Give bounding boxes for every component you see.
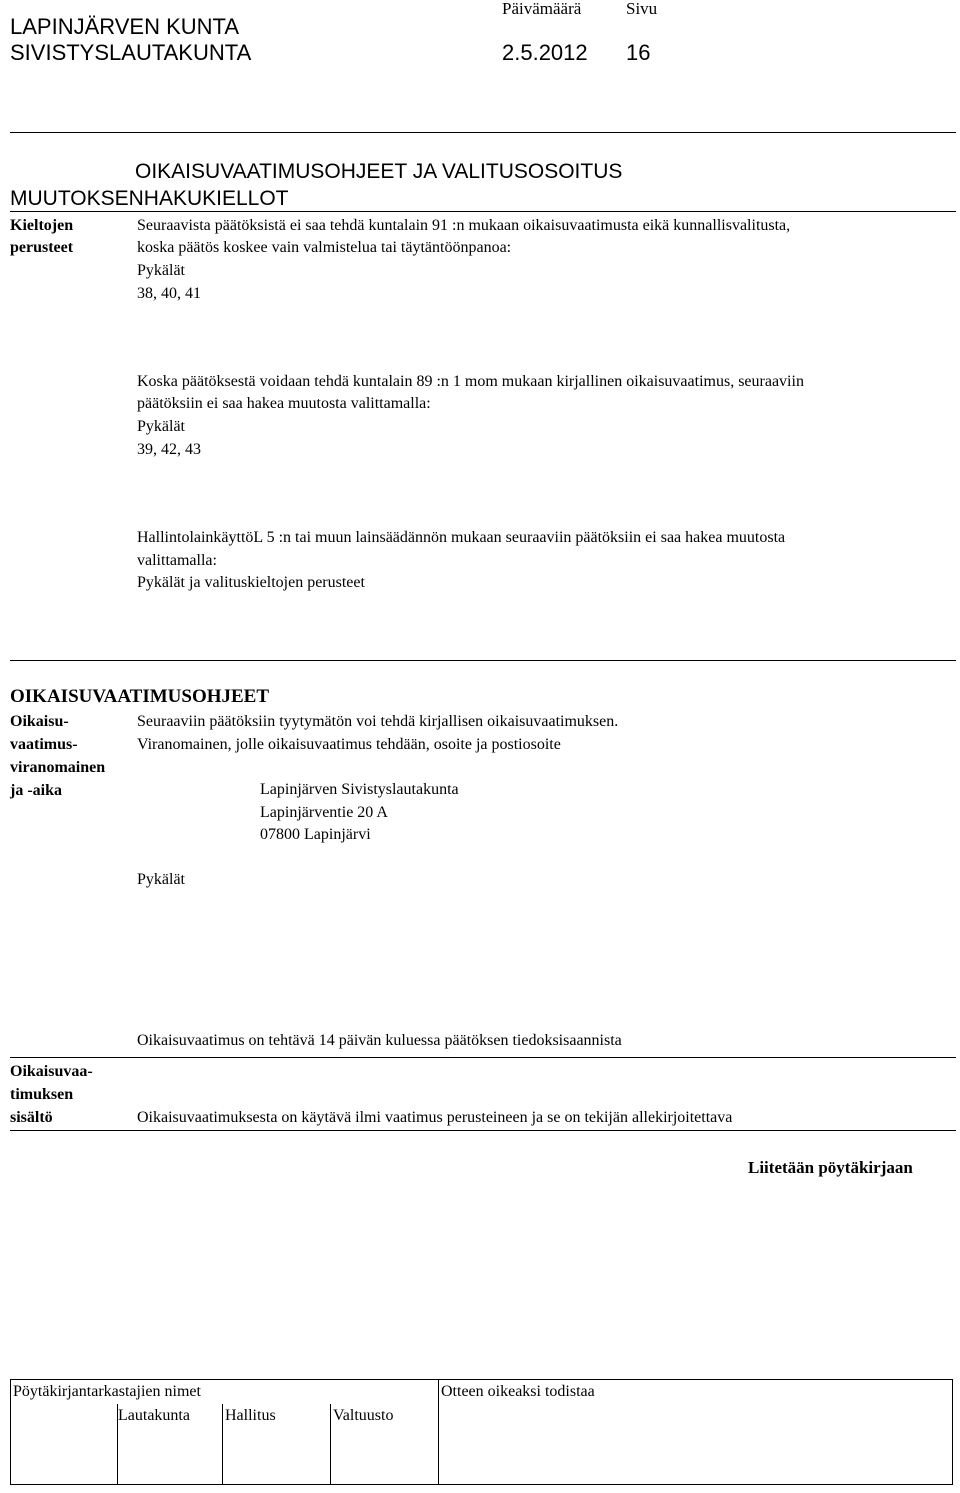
- p1-label: Pykälät: [137, 262, 185, 279]
- footer-col-board: Lautakunta: [118, 1407, 190, 1424]
- side-label-rect-3: viranomainen: [10, 759, 106, 776]
- p1-line1: Seuraavista päätöksistä ei saa tehdä kuntalain 91 :n mukaan oikaisuvaatimusta eikä kunnallisvalitusta,: [137, 217, 791, 234]
- p3-line3: Pykälät ja valituskieltojen perusteet: [137, 574, 365, 591]
- rect-line2: Viranomainen, jolle oikaisuvaatimus tehdään, osoite ja postiosoite: [137, 736, 561, 753]
- side-label-rect-2: vaatimus-: [10, 736, 78, 753]
- section-title-rectification: OIKAISUVAATIMUSOHJEET: [10, 686, 270, 707]
- p2-label: Pykälät: [137, 418, 185, 435]
- header-divider: [10, 132, 956, 133]
- date-label: Päivämäärä: [502, 0, 582, 18]
- content-requirement: Oikaisuvaatimuksesta on käytävä ilmi vaatimus perusteineen ja se on tekijän allekirjoitettava: [137, 1109, 733, 1126]
- footer-col-sep-3: [330, 1404, 331, 1485]
- p1-line2: koska päätös koskee vain valmistelua tai täytäntöönpanoa:: [137, 239, 512, 256]
- municipality-name: LAPINJÄRVEN KUNTA: [10, 14, 240, 39]
- section-title-appeal-instructions: OIKAISUVAATIMUSOHJEET JA VALITUSOSOITUS: [135, 160, 623, 183]
- address-line3: 07800 Lapinjärvi: [260, 826, 371, 843]
- footer-col-sep-2: [222, 1404, 223, 1485]
- footer-col-sep-1: [117, 1404, 118, 1485]
- p1-values: 38, 40, 41: [137, 285, 201, 302]
- checkers-label: Pöytäkirjantarkastajien nimet: [13, 1383, 201, 1400]
- p2-values: 39, 42, 43: [137, 441, 201, 458]
- rect-line1: Seuraaviin päätöksiin tyytymätön voi tehdä kirjallisen oikaisuvaatimuksen.: [137, 713, 619, 730]
- footer-box-divider: [438, 1379, 439, 1485]
- side-label-content-1: Oikaisuvaa-: [10, 1063, 93, 1080]
- section3-divider: [10, 1057, 956, 1058]
- side-label-rect-1: Oikaisu-: [10, 713, 69, 730]
- section4-divider: [10, 1130, 956, 1131]
- page-value: 16: [626, 40, 651, 65]
- side-label-rect-4: ja -aika: [10, 782, 62, 799]
- side-label-content-2: timuksen: [10, 1086, 74, 1103]
- section1-divider: [10, 211, 956, 212]
- rect-label: Pykälät: [137, 871, 185, 888]
- address-line1: Lapinjärven Sivistyslautakunta: [260, 781, 459, 798]
- true-copy-label: Otteen oikeaksi todistaa: [441, 1383, 595, 1400]
- side-label-ban-grounds-1: Kieltojen: [10, 217, 74, 234]
- footer-col-govt: Hallitus: [225, 1407, 276, 1424]
- side-label-ban-grounds-2: perusteet: [10, 239, 74, 256]
- page-label: Sivu: [626, 0, 658, 18]
- rect-deadline: Oikaisuvaatimus on tehtävä 14 päivän kuluessa päätöksen tiedoksisaannista: [137, 1032, 622, 1049]
- p3-line1: HallintolainkäyttöL 5 :n tai muun lainsäädännön mukaan seuraaviin päätöksiin ei saa hakea muutosta: [137, 529, 786, 546]
- footer-col-council: Valtuusto: [333, 1407, 394, 1424]
- p2-line2: päätöksiin ei saa hakea muutosta valittamalla:: [137, 395, 431, 412]
- section2-divider: [10, 660, 956, 661]
- board-name: SIVISTYSLAUTAKUNTA: [10, 40, 252, 65]
- attach-note: Liitetään pöytäkirjaan: [748, 1158, 913, 1177]
- address-line2: Lapinjärventie 20 A: [260, 804, 388, 821]
- section-subtitle-appeal-bans: MUUTOKSENHAKUKIELLOT: [10, 187, 289, 210]
- p2-line1: Koska päätöksestä voidaan tehdä kuntalain 89 :n 1 mom mukaan kirjallinen oikaisuvaatimus, seuraaviin: [137, 373, 804, 390]
- side-label-content-3: sisältö: [10, 1109, 53, 1126]
- p3-line2: valittamalla:: [137, 552, 217, 569]
- date-value: 2.5.2012: [502, 40, 588, 65]
